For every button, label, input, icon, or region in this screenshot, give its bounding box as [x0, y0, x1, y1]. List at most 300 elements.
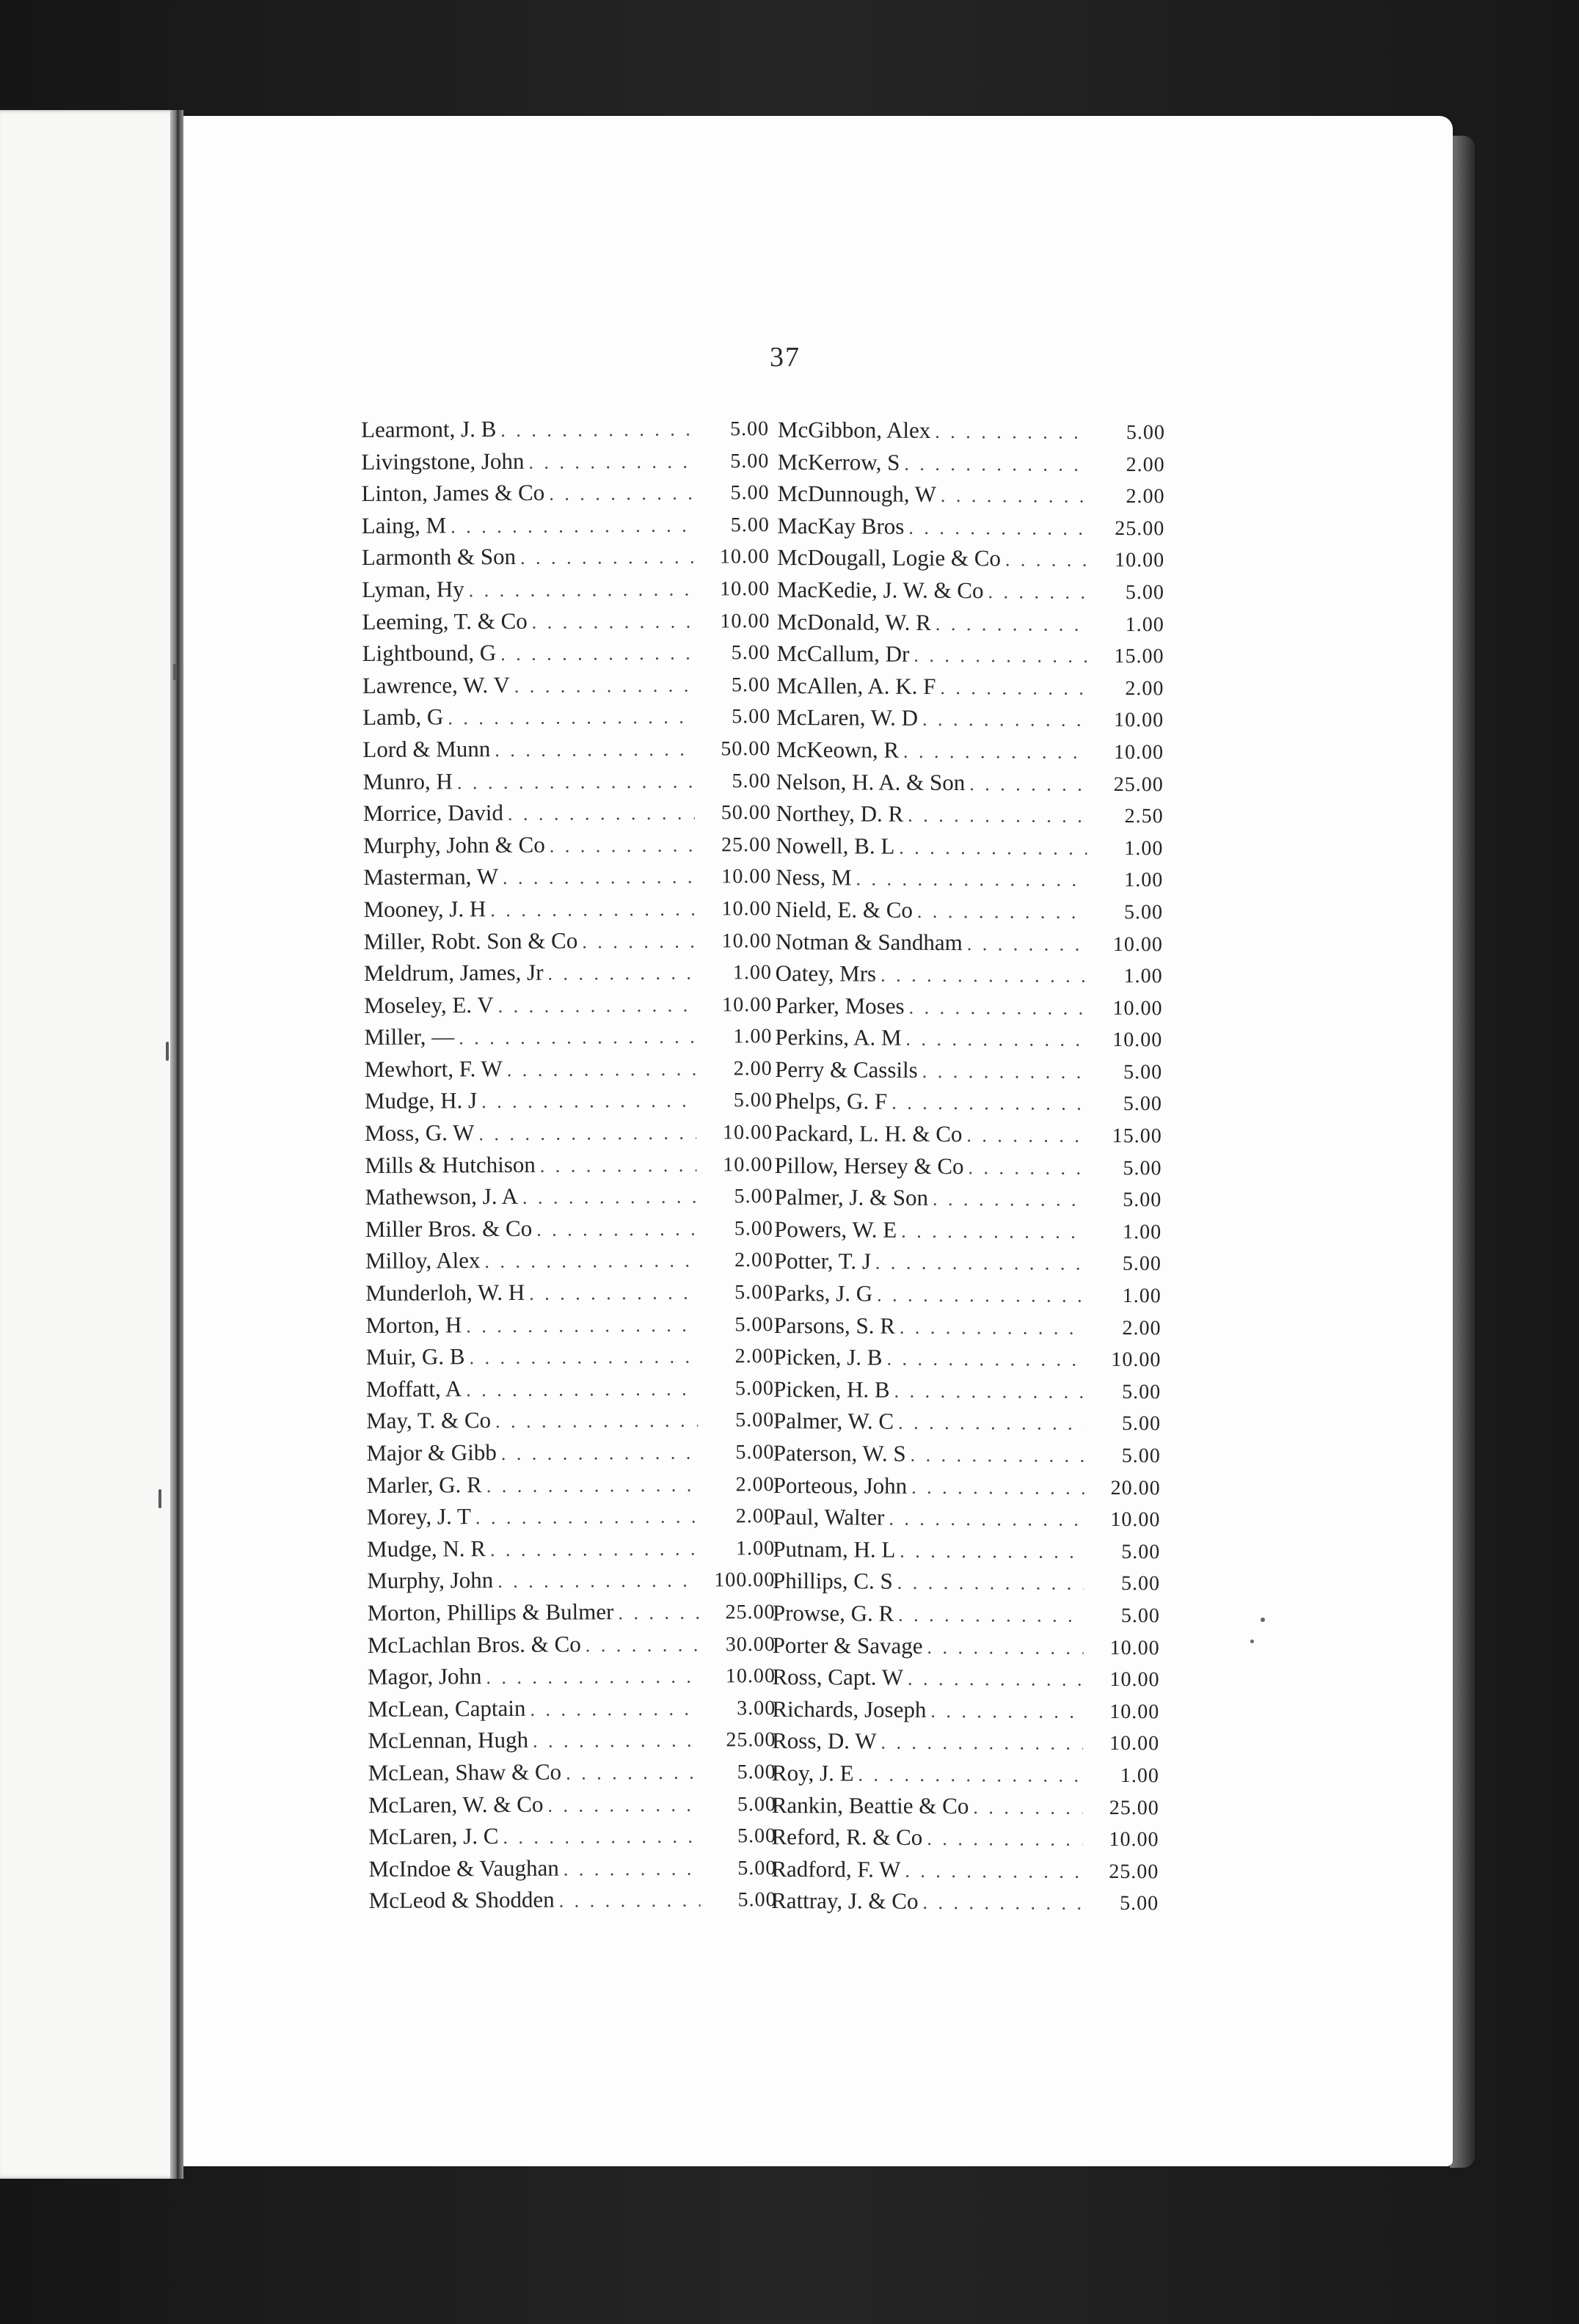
subscriber-row [364, 958, 772, 993]
subscriber-row [773, 1568, 1160, 1601]
dot-leader [497, 1570, 699, 1593]
subscriber-row [776, 896, 1163, 930]
subscription-amount: 15.00 [1112, 1125, 1162, 1148]
subscriber-name: Murphy, John & Co [362, 831, 545, 858]
dot-leader [886, 1348, 1084, 1371]
subscription-amount: 5.00 [737, 1856, 777, 1880]
subscriber-name: Mathewson, J. A [365, 1183, 519, 1210]
subscriber-name: McLean, Captain [368, 1695, 526, 1722]
subscriber-name: Paul, Walter [773, 1504, 885, 1530]
subscriber-row [364, 927, 772, 961]
subscription-amount: 100.00 [714, 1568, 776, 1592]
subscriber-row [777, 513, 1164, 547]
dot-leader [988, 581, 1088, 604]
subscriber-row [363, 862, 771, 896]
subscriber-name: Livingstone, John [361, 447, 525, 475]
subscription-amount: 5.00 [734, 1376, 775, 1400]
subscriber-row [362, 702, 770, 737]
dot-leader [508, 803, 695, 825]
dot-leader [533, 1730, 699, 1753]
subscription-amount: 25.00 [725, 1601, 776, 1624]
subscriber-row [363, 830, 771, 865]
subscriber-name: Mudge, H. J [364, 1087, 478, 1114]
dot-leader [856, 869, 1087, 891]
dot-leader [880, 1732, 1083, 1755]
dot-leader [618, 1602, 699, 1625]
subscriber-name: McGibbon, Alex [777, 417, 931, 443]
subscriber-name: Murphy, John [367, 1567, 494, 1594]
subscriber-name: Lamb, G [362, 704, 444, 731]
subscription-amount: 1.00 [1120, 1764, 1159, 1788]
subscriber-name: Leeming, T. & Co [362, 607, 528, 635]
subscriber-name: Moseley, E. V [364, 991, 494, 1018]
subscriber-row [366, 1374, 774, 1408]
dot-leader [908, 1668, 1084, 1691]
subscriber-name: Mudge, N. R [366, 1535, 486, 1562]
subscriber-row [773, 1408, 1161, 1441]
subscriber-row [368, 1725, 776, 1760]
subscriber-name: Phelps, G. F [774, 1088, 888, 1115]
subscriber-row [776, 833, 1163, 866]
subscriber-row [362, 607, 770, 641]
subscriber-row [772, 1664, 1159, 1698]
dot-leader [930, 1700, 1083, 1723]
dot-leader [969, 1157, 1086, 1180]
subscriber-row [366, 1406, 774, 1440]
subscription-amount: 25.00 [1115, 516, 1165, 541]
subscriber-row [362, 574, 770, 609]
subscription-amount: 25.00 [1109, 1860, 1159, 1884]
dot-leader [495, 739, 694, 761]
dot-leader [1005, 549, 1088, 571]
subscriber-name: Morton, Phillips & Bulmer [367, 1598, 614, 1626]
subscriber-row [772, 1696, 1159, 1730]
subscriber-name: Powers, W. E [774, 1216, 897, 1243]
dot-leader [486, 1666, 699, 1689]
subscriber-row [366, 1342, 774, 1376]
subscriber-name: Northey, D. R [776, 800, 904, 827]
subscriber-name: McAllen, A. K. F [776, 672, 936, 699]
subscriber-name: Morrice, David [362, 800, 504, 827]
subscriber-row [365, 1150, 773, 1185]
subscription-amount: 20.00 [1110, 1476, 1161, 1499]
subscription-amount: 50.00 [721, 737, 771, 761]
subscriber-list-right-column [771, 417, 1165, 1921]
subscriber-name: Parks, J. G [773, 1280, 873, 1307]
dot-leader [503, 1826, 700, 1849]
paper-speck [1261, 1618, 1265, 1622]
subscriber-name: Pillow, Hersey & Co [774, 1152, 964, 1179]
subscriber-name: McLean, Shaw & Co [368, 1758, 562, 1786]
subscriber-row [367, 1470, 775, 1505]
subscriber-row [367, 1534, 775, 1568]
subscriber-row [363, 894, 771, 929]
subscriber-name: Masterman, W [363, 863, 499, 891]
subscriber-row [361, 478, 769, 513]
subscriber-row [776, 673, 1164, 706]
dot-leader [540, 1154, 697, 1177]
subscription-amount: 1.00 [1125, 613, 1164, 636]
subscription-amount: 2.00 [1126, 485, 1165, 508]
subscriber-name: Lawrence, W. V [362, 671, 510, 698]
subscription-amount: 1.00 [733, 1025, 773, 1048]
subscriber-name: McLeod & Shodden [368, 1886, 555, 1914]
subscriber-row [365, 1214, 773, 1249]
subscriber-row [363, 767, 771, 801]
page-number: 37 [770, 342, 801, 373]
subscriber-name: Picken, J. B [773, 1344, 883, 1370]
subscription-amount: 10.00 [725, 1665, 776, 1688]
subscription-amount: 5.00 [737, 1761, 776, 1784]
subscriber-row [368, 1885, 776, 1920]
subscription-amount: 5.00 [1123, 1060, 1163, 1084]
subscriber-row [368, 1854, 776, 1888]
subscription-amount: 5.00 [730, 513, 770, 537]
subscriber-name: MacKedie, J. W. & Co [776, 576, 984, 604]
subscription-amount: 5.00 [733, 1089, 773, 1112]
dot-leader [922, 1061, 1087, 1084]
margin-mark [173, 664, 176, 680]
subscription-amount: 15.00 [1114, 645, 1164, 668]
subscriber-row [776, 960, 1163, 994]
paper-speck [1250, 1640, 1254, 1643]
dot-leader [911, 1476, 1084, 1499]
subscription-amount: 10.00 [720, 609, 770, 633]
subscriber-row [773, 1632, 1160, 1666]
dot-leader [500, 419, 693, 442]
subscriber-name: Magor, John [367, 1663, 482, 1690]
dot-leader [530, 1698, 699, 1720]
dot-leader [900, 1316, 1085, 1339]
subscriber-row [362, 734, 770, 769]
dot-leader [922, 709, 1087, 731]
dot-leader [904, 453, 1088, 475]
subscriber-name: Ross, D. W [772, 1728, 877, 1754]
subscription-amount: 10.00 [1113, 740, 1164, 764]
dot-leader [486, 1474, 699, 1497]
subscriber-name: McDougall, Logie & Co [777, 544, 1002, 571]
subscriber-name: Mills & Hutchison [365, 1151, 536, 1178]
subscriber-name: McLaren, W. & Co [368, 1791, 544, 1818]
subscriber-name: Palmer, J. & Son [774, 1184, 929, 1211]
subscriber-row [774, 1152, 1162, 1186]
dot-leader [501, 1442, 699, 1465]
subscriber-row [777, 609, 1164, 643]
subscriber-row [774, 1280, 1162, 1314]
subscriber-row [771, 1856, 1159, 1890]
subscriber-row [776, 737, 1164, 770]
subscription-amount: 5.00 [735, 1408, 775, 1432]
dot-leader [900, 1541, 1084, 1563]
subscriber-row [362, 542, 770, 577]
dot-leader [503, 866, 695, 889]
subscription-amount: 2.00 [735, 1505, 775, 1528]
subscriber-name: Larmonth & Son [361, 544, 517, 571]
margin-mark [158, 1489, 161, 1508]
subscription-amount: 5.00 [1121, 1540, 1161, 1564]
dot-leader [582, 930, 696, 953]
dot-leader [935, 421, 1089, 444]
dot-leader [559, 1890, 701, 1912]
subscriber-name: Miller Bros. & Co [365, 1215, 533, 1242]
subscription-amount: 25.00 [1109, 1796, 1159, 1819]
subscriber-name: Munro, H [362, 767, 453, 794]
subscription-amount: 10.00 [719, 545, 770, 569]
subscriber-row [777, 480, 1164, 514]
dot-leader [451, 514, 693, 538]
subscriber-row [368, 1662, 776, 1696]
subscription-amount: 5.00 [1126, 421, 1165, 445]
subscriber-name: Learmont, J. B [361, 416, 497, 442]
subscriber-name: Porter & Savage [772, 1631, 923, 1659]
subscriber-row [775, 1056, 1162, 1090]
subscriber-name: Richards, Joseph [772, 1695, 927, 1722]
subscription-amount: 2.00 [734, 1345, 774, 1368]
dot-leader [922, 1892, 1082, 1915]
subscriber-name: Radford, F. W [771, 1855, 901, 1882]
subscriber-row [365, 1118, 773, 1152]
subscriber-name: McLennan, Hugh [368, 1727, 529, 1754]
dot-leader [889, 1508, 1084, 1531]
subscriber-name: Meldrum, James, Jr [363, 959, 544, 987]
dot-leader [507, 1058, 696, 1081]
subscription-amount: 5.00 [1123, 1188, 1162, 1212]
dot-leader [911, 1444, 1084, 1467]
subscriber-name: Morton, H [365, 1311, 462, 1338]
dot-leader [484, 1250, 697, 1274]
dot-leader [520, 547, 693, 569]
dot-leader [466, 1314, 697, 1337]
subscription-amount: 10.00 [1111, 1348, 1162, 1372]
subscriber-row [775, 993, 1162, 1026]
subscription-amount: 5.00 [732, 705, 771, 728]
subscriber-row [365, 1278, 773, 1312]
subscriber-row [773, 1536, 1160, 1570]
subscription-amount: 5.00 [737, 1888, 777, 1912]
subscriber-row [773, 1376, 1161, 1410]
subscriber-name: McLachlan Bros. & Co [367, 1631, 581, 1658]
dot-leader [528, 450, 693, 473]
subscription-amount: 5.00 [1123, 1156, 1162, 1180]
subscriber-row [777, 544, 1164, 578]
subscriber-row [774, 1184, 1162, 1218]
subscription-amount: 5.00 [1125, 581, 1165, 604]
subscription-amount: 10.00 [722, 993, 773, 1017]
subscriber-name: Lord & Munn [362, 736, 491, 762]
subscription-amount: 10.00 [1110, 1508, 1161, 1532]
dot-leader [914, 645, 1087, 668]
dot-leader [547, 962, 696, 985]
subscriber-name: McLaren, W. D [776, 704, 919, 731]
subscriber-row [773, 1344, 1161, 1378]
subscriber-row [776, 769, 1164, 803]
dot-leader [927, 1828, 1082, 1851]
dot-leader [875, 1252, 1085, 1275]
subscriber-row [365, 1246, 773, 1281]
subscriber-row [368, 1758, 776, 1792]
subscriber-name: Moffatt, A [365, 1375, 462, 1402]
subscriber-row [361, 447, 769, 481]
subscriber-name: Mewhort, F. W [364, 1055, 503, 1082]
subscription-amount: 2.00 [1125, 676, 1164, 701]
dot-leader [891, 1092, 1086, 1115]
subscription-amount: 50.00 [721, 801, 771, 825]
subscription-amount: 5.00 [734, 1216, 773, 1240]
subscriber-name: Muir, G. B [365, 1343, 465, 1370]
subscriber-name: Munderloh, W. H [365, 1279, 525, 1307]
subscriber-row [778, 417, 1165, 450]
dot-leader [880, 965, 1087, 987]
subscriber-row [773, 1504, 1160, 1538]
subscriber-row [776, 928, 1163, 962]
dot-leader [532, 610, 694, 633]
subscriber-row [774, 1248, 1162, 1282]
dot-leader [973, 1797, 1082, 1819]
subscription-amount: 30.00 [725, 1632, 776, 1656]
dot-leader [897, 1572, 1084, 1595]
subscription-amount: 1.00 [1123, 965, 1163, 988]
subscriber-name: Lightbound, G [362, 640, 497, 667]
subscriber-name: Milloy, Alex [365, 1247, 481, 1274]
facing-page-leaf [0, 110, 180, 2179]
subscription-amount: 10.00 [720, 577, 770, 601]
subscriber-name: Miller, Robt. Son & Co [363, 927, 578, 954]
subscriber-row [773, 1440, 1161, 1474]
subscriber-row [771, 1824, 1159, 1857]
subscriber-name: Reford, R. & Co [771, 1824, 923, 1851]
subscriber-name: Parker, Moses [775, 992, 905, 1019]
dot-leader [927, 1636, 1084, 1659]
dot-leader [966, 1125, 1085, 1147]
subscription-amount: 5.00 [1122, 1380, 1162, 1404]
subscriber-row [368, 1821, 776, 1856]
dot-leader [448, 706, 694, 730]
dot-leader [903, 741, 1087, 764]
subscription-amount: 5.00 [737, 1792, 776, 1816]
subscriber-name: Moss, G. W [365, 1119, 475, 1147]
dot-leader [901, 1221, 1085, 1243]
subscriber-row [368, 1630, 776, 1665]
dot-leader [564, 1857, 701, 1880]
subscription-amount: 10.00 [723, 1121, 773, 1144]
dot-leader [909, 996, 1087, 1019]
subscription-amount: 10.00 [1109, 1668, 1160, 1692]
subscription-amount: 2.00 [735, 1472, 775, 1496]
subscriber-row [772, 1760, 1159, 1794]
subscription-amount: 1.00 [732, 961, 773, 984]
subscriber-name: McIndoe & Vaughan [368, 1855, 559, 1882]
subscriber-row [365, 1182, 773, 1216]
subscriber-row [364, 1022, 772, 1056]
subscription-amount: 10.00 [1114, 709, 1164, 732]
subscription-amount: 5.00 [1120, 1892, 1159, 1915]
dot-leader [495, 1410, 698, 1433]
subscriber-row [776, 864, 1163, 898]
dot-leader [898, 1412, 1084, 1435]
dot-leader [566, 1762, 700, 1785]
subscriber-name: Roy, J. E [771, 1759, 854, 1786]
subscriber-name: Prowse, G. R [772, 1599, 894, 1626]
subscriber-name: Palmer, W. C [773, 1408, 894, 1435]
margin-mark [166, 1042, 169, 1061]
subscription-amount: 5.00 [734, 1281, 774, 1304]
subscriber-name: Rattray, J. & Co [771, 1888, 919, 1915]
subscription-amount: 25.00 [1113, 772, 1164, 796]
subscription-amount: 5.00 [730, 449, 770, 472]
subscriber-name: Putnam, H. L [773, 1535, 896, 1563]
subscriber-row [363, 798, 771, 833]
subscriber-name: Linton, James & Co [361, 479, 545, 507]
dot-leader [481, 1090, 696, 1114]
subscriber-row [362, 638, 770, 673]
subscription-amount: 5.00 [731, 673, 771, 697]
subscriber-name: McKerrow, S [777, 448, 900, 475]
subscription-amount: 5.00 [1121, 1444, 1161, 1468]
subscriber-name: Nowell, B. L [776, 832, 895, 859]
subscriber-name: Perkins, A. M [775, 1024, 902, 1051]
subscriber-row [364, 990, 772, 1025]
dot-leader [877, 1285, 1085, 1307]
subscriber-row [775, 1024, 1162, 1058]
subscriber-name: Morey, J. T [366, 1503, 472, 1530]
subscriber-row [365, 1086, 773, 1121]
subscriber-row [774, 1216, 1162, 1250]
dot-leader [469, 579, 694, 602]
subscriber-name: McCallum, Dr [776, 640, 910, 667]
subscription-amount: 10.00 [1109, 1828, 1159, 1852]
subscriber-row [367, 1502, 775, 1536]
dot-leader [898, 1604, 1084, 1627]
subscription-amount: 10.00 [1115, 549, 1165, 572]
subscriber-row [362, 670, 770, 705]
subscriber-name: McDunnough, W [777, 480, 937, 508]
dot-leader [967, 933, 1087, 956]
book-gutter [170, 110, 183, 2179]
subscriber-row [773, 1312, 1161, 1346]
subscriber-row [772, 1728, 1159, 1761]
dot-leader [498, 994, 696, 1017]
subscription-amount: 10.00 [1112, 996, 1163, 1020]
subscription-amount: 5.00 [1121, 1412, 1162, 1436]
subscriber-name: May, T. & Co [366, 1407, 492, 1434]
subscriber-row [773, 1472, 1161, 1506]
subscription-amount: 10.00 [721, 896, 772, 921]
subscriber-name: MacKay Bros [777, 512, 905, 539]
subscription-amount: 10.00 [1109, 1732, 1160, 1755]
subscription-amount: 3.00 [737, 1696, 776, 1720]
subscription-amount: 1.00 [1124, 869, 1164, 892]
subscription-amount: 5.00 [1123, 900, 1164, 924]
dot-leader [899, 836, 1087, 859]
subscription-amount: 5.00 [734, 1185, 773, 1208]
page-edge-shadow [1450, 136, 1475, 2168]
dot-leader [940, 677, 1087, 700]
subscriber-row [777, 577, 1164, 610]
dot-leader [478, 1122, 696, 1146]
subscriber-name: Phillips, C. S [772, 1568, 893, 1595]
dot-leader [547, 1794, 700, 1816]
subscriber-name: Major & Gibb [366, 1439, 497, 1466]
dot-leader [941, 485, 1089, 508]
subscriber-name: Ross, Capt. W [772, 1664, 904, 1690]
dot-leader [586, 1634, 699, 1656]
subscriber-name: Picken, H. B [773, 1375, 890, 1403]
subscriber-row [362, 511, 770, 545]
dot-leader [908, 517, 1088, 540]
dot-leader [466, 1378, 698, 1401]
subscription-amount: 5.00 [1123, 1092, 1162, 1116]
subscriber-row [776, 704, 1164, 738]
